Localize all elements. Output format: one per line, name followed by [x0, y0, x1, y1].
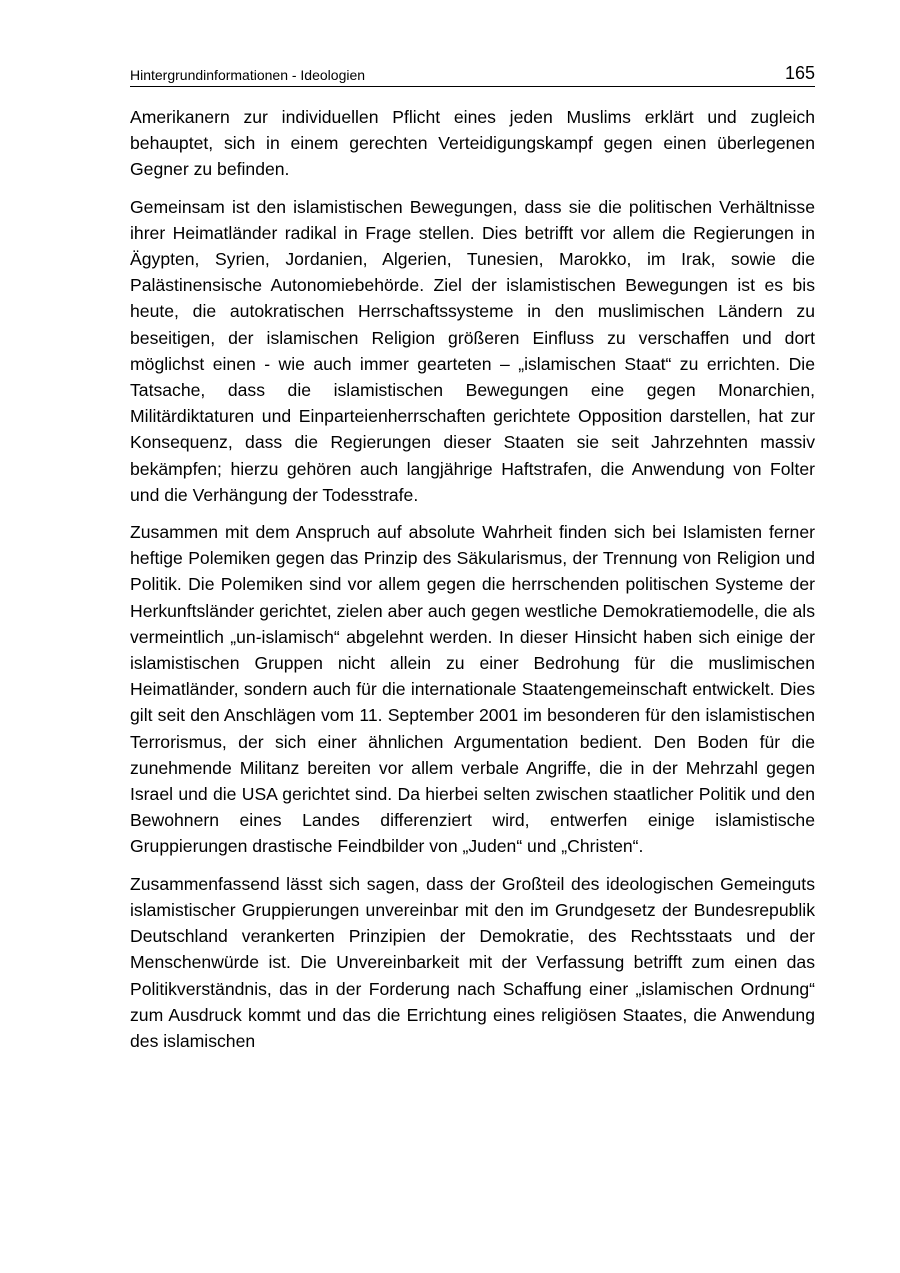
- running-header: [130, 62, 815, 87]
- page-number: 165: [784, 63, 815, 83]
- body-text: [130, 104, 815, 1065]
- paragraph: Zusammen mit dem Anspruch auf absolute Wahrheit finden sich bei Islamisten ferner heftige Polemiken gegen das Prinzip des Säkularismus, der Trennung von Religion und Politik. Die Polemiken sind vor allem gegen die herrschenden politischen Systeme der Herkunftsländer gerichtet, zielen aber auch gegen westliche Demokratiemodelle, die als vermeintlich „un-islamisch“ abgelehnt werden. In dieser Hinsicht haben sich einige der islamistischen Gruppen nicht allein zu einer Bedrohung für die muslimischen Heimatländer, sondern auch für die internationale Staatengemeinschaft entwickelt. Dies gilt seit den Anschlägen vom 11. September 2001 im besonderen für den islamistischen Terrorismus, der sich einer ähnlichen Argumentation bedient. Den Boden für die zunehmende Militanz bereiten vor allem verbale Angriffe, die in der Mehrzahl gegen Israel und die USA gerichtet sind. Da hierbei selten zwischen staatlicher Politik und den Bewohnern eines Landes differenziert wird, entwerfen einige islamistische Gruppierungen drastische Feindbilder von „Juden“ und „Christen“.: [130, 522, 815, 857]
- header-title: Hintergrundinformationen - Ideologien: [130, 67, 366, 83]
- paragraph: Zusammenfassend lässt sich sagen, dass der Großteil des ideologischen Gemeinguts islamistischer Gruppierungen unvereinbar mit den im Grundgesetz der Bundesrepublik Deutschland verankerten Prinzipien der Demokratie, des Rechtsstaats und der Menschenwürde ist. Die Unvereinbarkeit mit der Verfassung betrifft zum einen das Politikverständnis, das in der Forderung nach Schaffung einer „islamischen Ordnung“ zum Ausdruck kommt und das die Errichtung eines religiösen Staates, die Anwendung des islamischen: [130, 873, 815, 1051]
- paragraph: Gemeinsam ist den islamistischen Bewegungen, dass sie die politischen Verhältnisse ihrer Heimatländer radikal in Frage stellen. Dies betrifft vor allem die Regierungen in Ägypten, Syrien, Jordanien, Algerien, Tunesien, Marokko, im Irak, sowie die Palästinensische Autonomiebehörde. Ziel der islamistischen Bewegungen ist es bis heute, die autokratischen Herrschaftssysteme in den muslimischen Ländern zu beseitigen, der islamischen Religion größeren Einfluss zu verschaffen und dort möglichst einen - wie auch immer gearteten – „islamischen Staat“ zu errichten. Die Tatsache, dass die islamistischen Bewegungen eine gegen Monarchien, Militärdiktaturen und Einparteienherrschaften gerichtete Opposition darstellen, hat zur Konsequenz, dass die Regierungen dieser Staaten sie seit Jahrzehnten massiv bekämpfen; hierzu gehören auch langjährige Haftstrafen, die Anwendung von Folter und die Verhängung der Todesstrafe.: [130, 196, 815, 505]
- paragraph: Amerikanern zur individuellen Pflicht eines jeden Muslims erklärt und zugleich behauptet, sich in einem gerechten Verteidigungskampf gegen einen überlegenen Gegner zu befinden.: [130, 107, 815, 180]
